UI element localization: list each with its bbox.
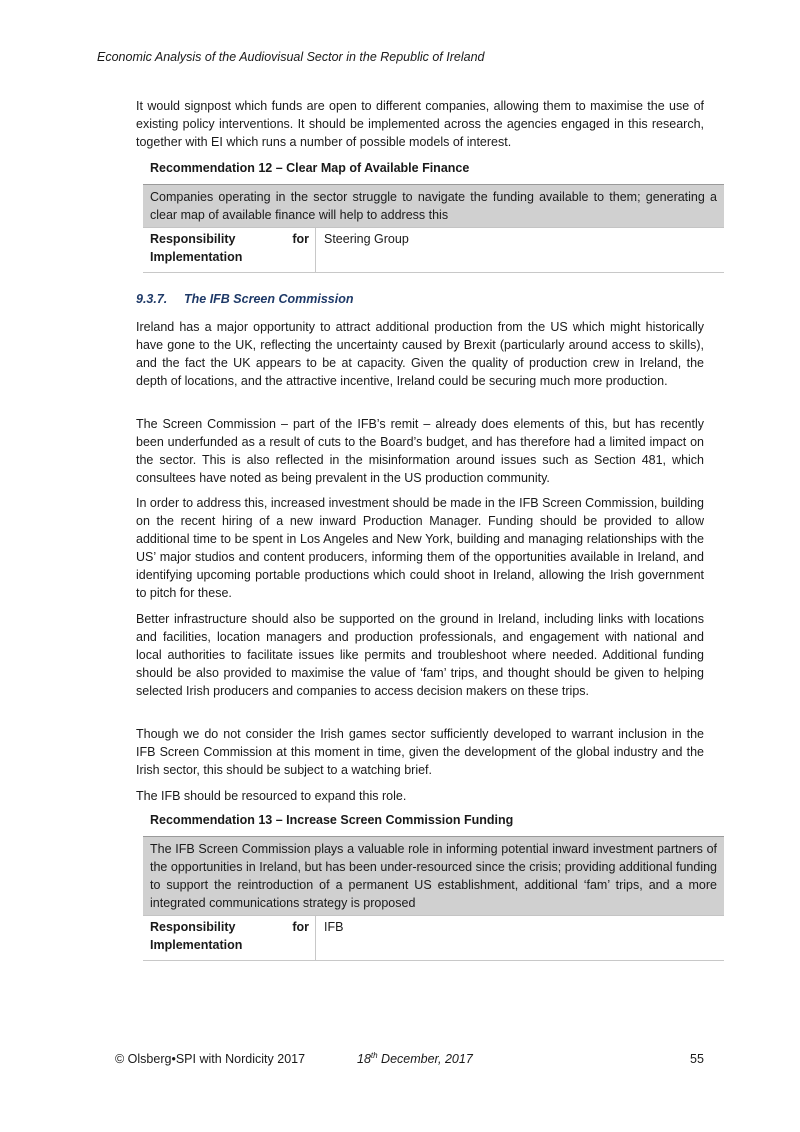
responsibility-label-line1: Responsibility for (150, 232, 309, 246)
responsibility-label (143, 916, 316, 960)
footer-date-suffix: th (370, 1050, 378, 1060)
running-header: Economic Analysis of the Audiovisual Sector in the Republic of Ireland (97, 50, 485, 64)
footer-date-day: 18 (357, 1052, 371, 1066)
body-paragraph: The IFB should be resourced to expand this role. (136, 789, 407, 803)
section-heading (136, 292, 353, 306)
recommendation-13-responsibility-row (143, 916, 724, 961)
responsibility-value: Steering Group (324, 232, 409, 246)
footer-date (357, 1052, 473, 1066)
body-paragraph: In order to address this, increased investment should be made in the IFB Screen Commission, building on the recent hiring of a new inward Production Manager. Funding should be provided to allow additional time to be spent in Los Angeles and New York, building and managing relationships with the US’ major studios and content producers, informing them of the opportunities available in Ireland, and identifying upcoming portable productions which could shoot in Ireland, allowing the Irish government to pitch for these. (136, 496, 704, 600)
body-paragraph: The Screen Commission – part of the IFB’s remit – already does elements of this, but has recently been underfunded as a result of cuts to the Board’s budget, and has therefore had a limited impact on the sector. This is also reflected in the misinformation around issues such as Section 481, which consultees have noted as being prevalent in the US production community. (136, 417, 704, 485)
page-number: 55 (690, 1052, 704, 1066)
responsibility-label (143, 228, 316, 272)
responsibility-label-line2: Implementation (150, 250, 243, 264)
footer-copyright: © Olsberg•SPI with Nordicity 2017 (115, 1052, 306, 1066)
responsibility-value: IFB (324, 920, 344, 934)
body-paragraph: Better infrastructure should also be supported on the ground in Ireland, including links with locations and facilities, location managers and production professionals, and engagement with national and local authorities to facilitate issues like permits and troubleshoot where needed. Additional funding should be also provided to maximise the value of ‘fam’ trips, and thought should be given to helping selected Irish producers and companies to access decision makers on these trips. (136, 612, 704, 698)
recommendation-12-responsibility-row (143, 228, 724, 273)
recommendation-12-title: Recommendation 12 – Clear Map of Available Finance (150, 161, 470, 175)
footer-date-rest: December, 2017 (377, 1052, 473, 1066)
recommendation-12-description: Companies operating in the sector struggle to navigate the funding available to them; generating a clear map of available finance will help to address this (143, 184, 724, 228)
intro-paragraph: It would signpost which funds are open to different companies, allowing them to maximise the use of existing policy interventions. It should be implemented across the agencies engaged in this research, together with EI which runs a number of possible models of interest. (136, 99, 704, 149)
recommendation-13-description: The IFB Screen Commission plays a valuable role in informing potential inward investment partners of the opportunities in Ireland, but has been under-resourced since the crisis; providing additional funding to support the reintroduction of a permanent US establishment, additional ‘fam’ trips, and a more integrated communications strategy is proposed (143, 836, 724, 916)
recommendation-13-table (143, 836, 724, 961)
responsibility-label-line1: Responsibility for (150, 920, 309, 934)
section-title: The IFB Screen Commission (184, 292, 354, 306)
recommendation-12-table (143, 184, 724, 273)
responsibility-label-line2: Implementation (150, 938, 243, 952)
body-paragraph: Though we do not consider the Irish games sector sufficiently developed to warrant inclusion in the IFB Screen Commission at this moment in time, given the development of the global industry and the Irish sector, this should be subject to a watching brief. (136, 727, 704, 777)
body-paragraph: Ireland has a major opportunity to attract additional production from the US which might historically have gone to the UK, reflecting the uncertainty caused by Brexit (particularly around access to skills), and the fact the UK appears to be at capacity. Given the quality of production crew in Ireland, the depth of locations, and the attractive incentive, Ireland could be securing much more production. (136, 320, 704, 388)
section-number: 9.3.7. (136, 292, 168, 306)
recommendation-13-title: Recommendation 13 – Increase Screen Commission Funding (150, 813, 514, 827)
